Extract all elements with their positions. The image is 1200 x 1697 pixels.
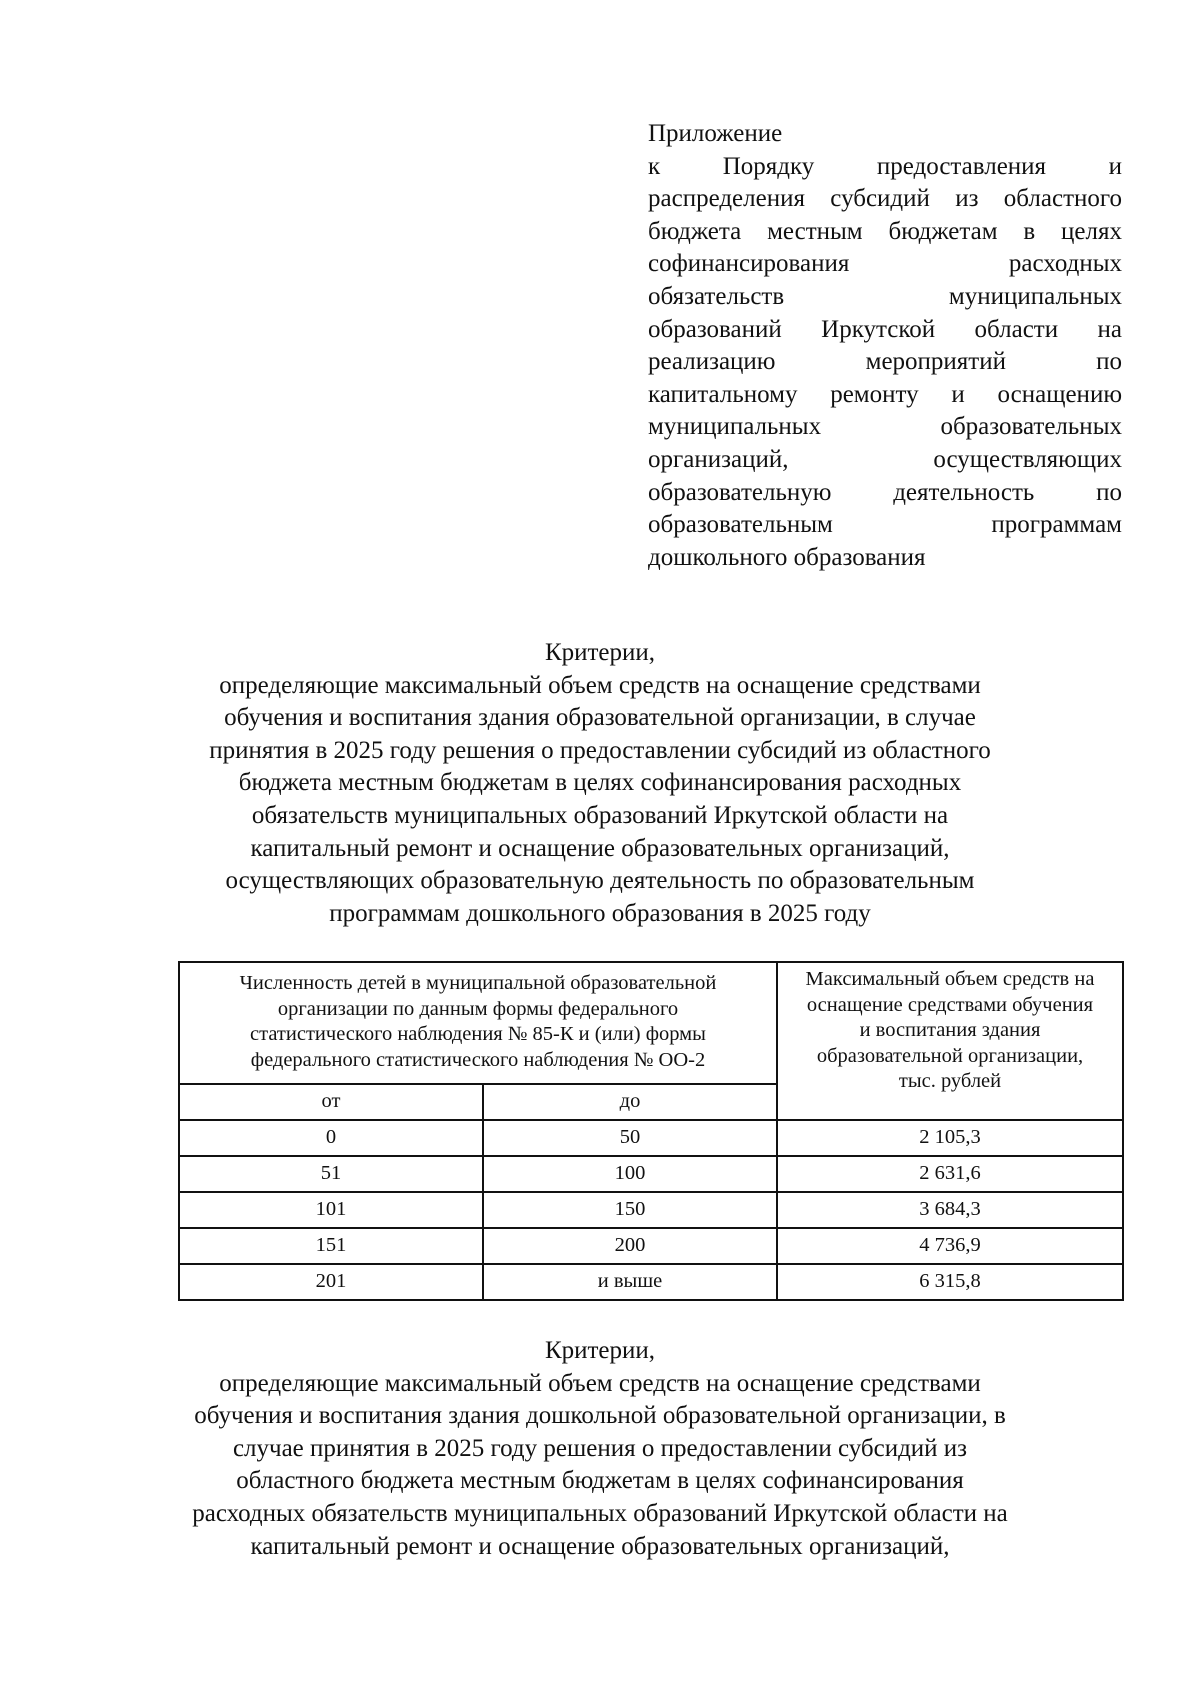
cell-from: 201 (179, 1264, 483, 1300)
heading-line: программам дошкольного образования в 2025 году (329, 899, 871, 927)
table-row (179, 1156, 1123, 1192)
heading-line: случае принятия в 2025 году решения о предоставлении субсидий из (232, 1434, 968, 1462)
cell-amount: 2 105,3 (777, 1120, 1123, 1156)
header-line: тыс. рублей (898, 1070, 1002, 1092)
table-row (179, 1192, 1123, 1228)
table-row (179, 1228, 1123, 1264)
heading-line: определяющие максимальный объем средств на оснащение средствами (219, 671, 981, 699)
subheader-to: до (483, 1084, 777, 1120)
criteria-heading-1 (150, 637, 1050, 930)
appendix-line: распределения субсидий из областного (648, 185, 1122, 213)
cell-amount: 2 631,6 (777, 1156, 1123, 1192)
cell-to: и выше (483, 1264, 777, 1300)
heading-line: бюджета местным бюджетам в целях софинансирования расходных (238, 769, 962, 797)
heading-line: Критерии, (544, 639, 656, 666)
cell-to: 150 (483, 1192, 777, 1228)
appendix-line: к Порядку предоставления и (648, 152, 1122, 180)
header-line: статистического наблюдения № 85-К и (или) формы (250, 1023, 706, 1045)
table-row (179, 1120, 1123, 1156)
heading-line: обучения и воспитания здания образовательной организации, в случае (224, 704, 976, 732)
heading-line: капитальный ремонт и оснащение образовательных организаций, (250, 834, 950, 862)
heading-line: осуществляющих образовательную деятельность по образовательным (225, 867, 975, 895)
heading-line: обязательств муниципальных образований Иркутской области на (251, 801, 949, 829)
header-line: Максимальный объем средств на (805, 968, 1095, 990)
header-children-count (179, 962, 777, 1084)
appendix-line: капитальному ремонту и оснащению (648, 380, 1122, 408)
heading-line: расходных обязательств муниципальных образований Иркутской области на (192, 1499, 1008, 1527)
cell-to: 50 (483, 1120, 777, 1156)
heading-line: Критерии, (544, 1337, 656, 1364)
appendix-line: Приложение (648, 120, 783, 147)
table-row (179, 1264, 1123, 1300)
appendix-line: бюджета местным бюджетам в целях (648, 217, 1122, 245)
header-max-amount (777, 962, 1123, 1120)
cell-to: 100 (483, 1156, 777, 1192)
subheader-from: от (179, 1084, 483, 1120)
header-line: федерального статистического наблюдения № ОО-2 (250, 1048, 706, 1071)
cell-from: 51 (179, 1156, 483, 1192)
appendix-line: муниципальных образовательных (648, 413, 1122, 441)
appendix-line: организаций, осуществляющих (648, 445, 1122, 473)
cell-amount: 4 736,9 (777, 1228, 1123, 1264)
appendix-block (648, 118, 1122, 574)
header-line: организации по данным формы федерального (277, 997, 679, 1020)
appendix-line: реализацию мероприятий по (648, 348, 1122, 376)
header-line: и воспитания здания (859, 1019, 1041, 1041)
cell-from: 0 (179, 1120, 483, 1156)
heading-line: принятия в 2025 году решения о предоставлении субсидий из областного (209, 736, 991, 764)
appendix-line: образований Иркутской области на (648, 315, 1122, 343)
appendix-line: софинансирования расходных (648, 250, 1122, 278)
header-line: образовательной организации, (816, 1044, 1084, 1067)
header-line: Численность детей в муниципальной образовательной (239, 972, 717, 994)
heading-line: определяющие максимальный объем средств на оснащение средствами (219, 1369, 981, 1397)
cell-from: 101 (179, 1192, 483, 1228)
heading-line: областного бюджета местным бюджетам в целях софинансирования (236, 1467, 964, 1495)
criteria-heading-2 (150, 1335, 1050, 1563)
cell-from: 151 (179, 1228, 483, 1264)
cell-amount: 6 315,8 (777, 1264, 1123, 1300)
appendix-line: образовательную деятельность по (648, 478, 1122, 506)
criteria-table (178, 961, 1124, 1301)
heading-line: обучения и воспитания здания дошкольной образовательной организации, в (194, 1402, 1006, 1430)
heading-line: капитальный ремонт и оснащение образовательных организаций, (250, 1532, 950, 1560)
appendix-line: дошкольного образования (648, 543, 926, 571)
appendix-line: образовательным программам (648, 511, 1122, 539)
cell-amount: 3 684,3 (777, 1192, 1123, 1228)
appendix-line: обязательств муниципальных (648, 282, 1122, 310)
cell-to: 200 (483, 1228, 777, 1264)
header-line: оснащение средствами обучения (806, 993, 1094, 1016)
